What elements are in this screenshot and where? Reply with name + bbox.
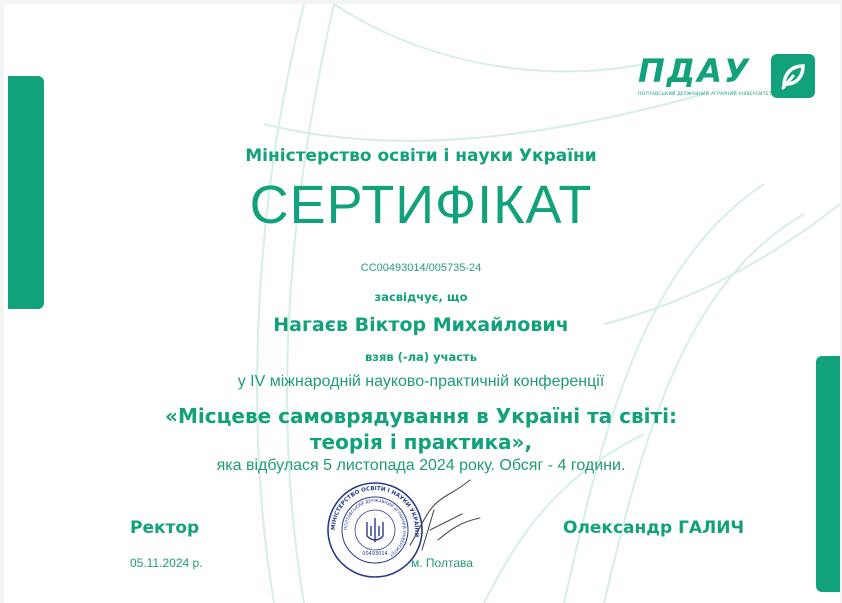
conference-intro: у IV міжнародній науково-практичній конференції <box>237 373 605 390</box>
conference-held-info: яка відбулася 5 листопада 2024 року. Обсяг - 4 години. <box>216 457 626 474</box>
ministry-heading: Міністерство освіти і науки України <box>245 146 597 166</box>
logo-subtitle: ПОЛТАВСЬКИЙ ДЕРЖАВНИЙ АГРАРНИЙ УНІВЕРСИТЕТ <box>638 92 772 97</box>
conference-title-line1: «Місцеве самоврядування в Україні та світі: <box>165 404 677 428</box>
rector-label: Ректор <box>130 518 200 538</box>
handwritten-signature <box>400 470 490 560</box>
certificate-number: СС00493014/005735-24 <box>360 262 482 274</box>
certifies-text: засвідчує, що <box>374 290 468 304</box>
trident-icon <box>367 518 383 542</box>
signer-name: Олександр ГАЛИЧ <box>563 518 745 538</box>
logo-wordmark: ПДАУ <box>638 52 751 90</box>
participation-text: взяв (-ла) участь <box>364 350 477 364</box>
stamp-inner-text: ПОЛТАВСЬКИЙ ДЕРЖАВНИЙ АГРАРНИЙ УНІВЕРСИТЕТ <box>342 497 408 558</box>
issue-city: м. Полтава <box>411 556 473 570</box>
stamp-outer-text: МІНІСТЕРСТВО ОСВІТИ І НАУКИ УКРАЇНИ <box>330 485 420 538</box>
issue-date: 05.11.2024 р. <box>130 556 203 570</box>
conference-title-line2: теорія і практика», <box>309 430 533 454</box>
recipient-name: Нагаєв Віктор Михайлович <box>273 314 569 336</box>
leaf-logo-icon <box>771 54 815 98</box>
stamp-code: 00493014 <box>362 551 388 557</box>
certificate-title: СЕРТИФІКАТ <box>249 175 593 235</box>
university-logo <box>634 52 819 102</box>
